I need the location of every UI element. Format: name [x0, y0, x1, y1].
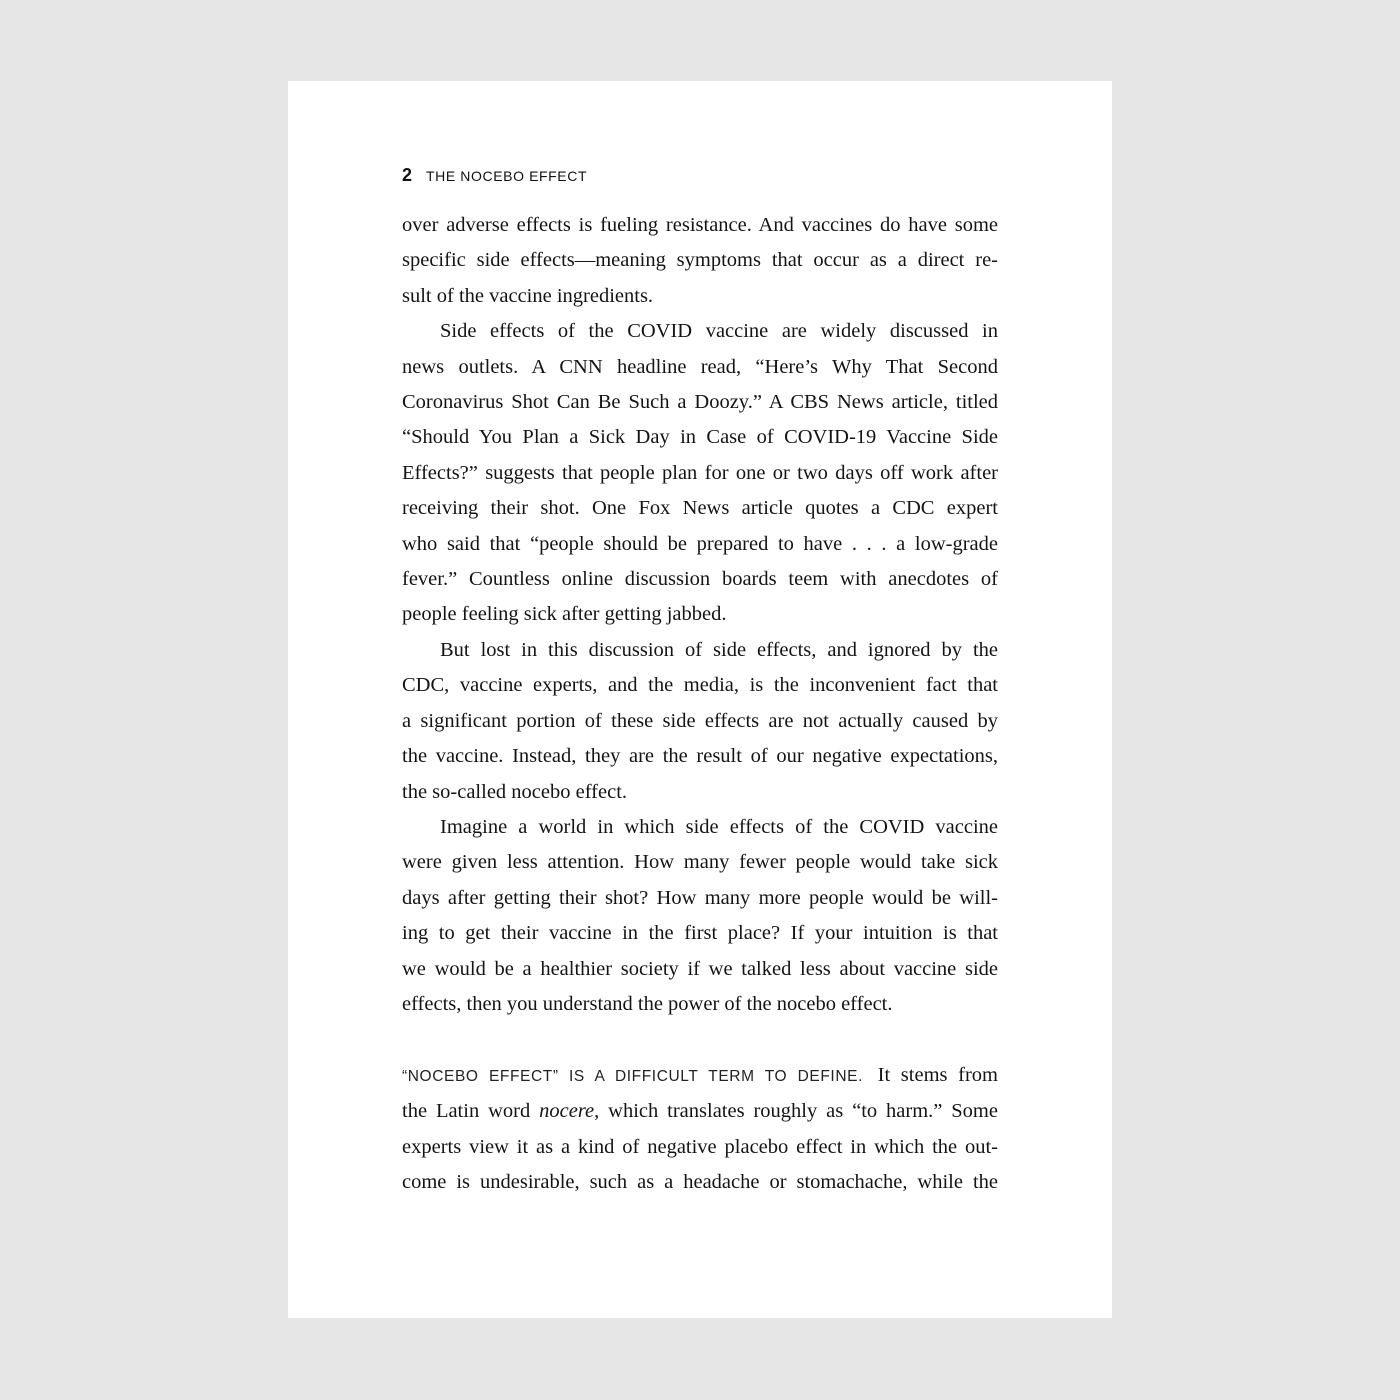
section-opening-paragraph — [402, 1058, 998, 1201]
text-line: effects, then you understand the power of the nocebo effect. — [402, 992, 893, 1015]
section-lead-in: “NOCEBO EFFECT” IS A DIFFICULT TERM TO DEFINE. — [402, 1067, 863, 1085]
text-line: news outlets. A CNN headline read, “Here’s Why That Second — [402, 355, 998, 378]
text-line: the so-called nocebo effect. — [402, 780, 628, 803]
text-line: sult of the vaccine ingredients. — [402, 284, 654, 307]
text-line — [402, 1058, 998, 1094]
paragraph-1 — [402, 208, 998, 314]
text-line: days after getting their shot? How many more people would be will- — [402, 886, 998, 909]
text-line: Imagine a world in which side effects of the COVID vaccine — [440, 815, 998, 838]
text-fragment: the Latin word — [402, 1100, 540, 1123]
text-line: experts view it as a kind of negative placebo effect in which the out- — [402, 1135, 998, 1158]
page-number: 2 — [402, 165, 413, 185]
text-line: over adverse effects is fueling resistance. And vaccines do have some — [402, 214, 998, 236]
paragraph-4 — [402, 810, 998, 1022]
text-line: specific side effects—meaning symptoms that occur as a direct re- — [402, 249, 998, 272]
paragraph-2 — [402, 314, 998, 633]
text-line: people feeling sick after getting jabbed. — [402, 603, 727, 626]
text-line: the vaccine. Instead, they are the result of our negative expectations, — [402, 745, 998, 768]
text-line: ing to get their vaccine in the first place? If your intuition is that — [402, 922, 998, 945]
text-line: fever.” Countless online discussion boards teem with anecdotes of — [402, 568, 998, 591]
text-line: were given less attention. How many fewer people would take sick — [402, 851, 998, 874]
latin-term: nocere — [539, 1100, 595, 1123]
text-line: But lost in this discussion of side effects, and ignored by the — [440, 638, 998, 661]
text-line: come is undesirable, such as a headache or stomachache, while the — [402, 1170, 998, 1193]
text-line: Side effects of the COVID vaccine are widely discussed in — [440, 320, 998, 343]
text-line: a significant portion of these side effects are not actually caused by — [402, 709, 998, 732]
running-head — [402, 165, 587, 186]
text-line: CDC, vaccine experts, and the media, is the inconvenient fact that — [402, 674, 998, 697]
text-fragment: , which translates roughly as “to harm.” Some — [594, 1100, 998, 1123]
text-line: we would be a healthier society if we talked less about vaccine side — [402, 957, 998, 980]
body-text — [402, 208, 998, 1200]
text-line: receiving their shot. One Fox News article quotes a CDC expert — [402, 497, 998, 520]
text-line: Coronavirus Shot Can Be Such a Doozy.” A CBS News article, titled — [402, 391, 998, 414]
text-fragment: It stems from — [877, 1063, 999, 1086]
text-line: “Should You Plan a Sick Day in Case of COVID-19 Vaccine Side — [402, 426, 998, 449]
text-line — [402, 1094, 998, 1129]
paragraph-3 — [402, 633, 998, 810]
text-line: who said that “people should be prepared to have . . . a low-grade — [402, 532, 998, 555]
running-head-title: THE NOCEBO EFFECT — [426, 168, 588, 184]
book-page — [288, 81, 1112, 1318]
text-line: Effects?” suggests that people plan for one or two days off work after — [402, 461, 998, 484]
